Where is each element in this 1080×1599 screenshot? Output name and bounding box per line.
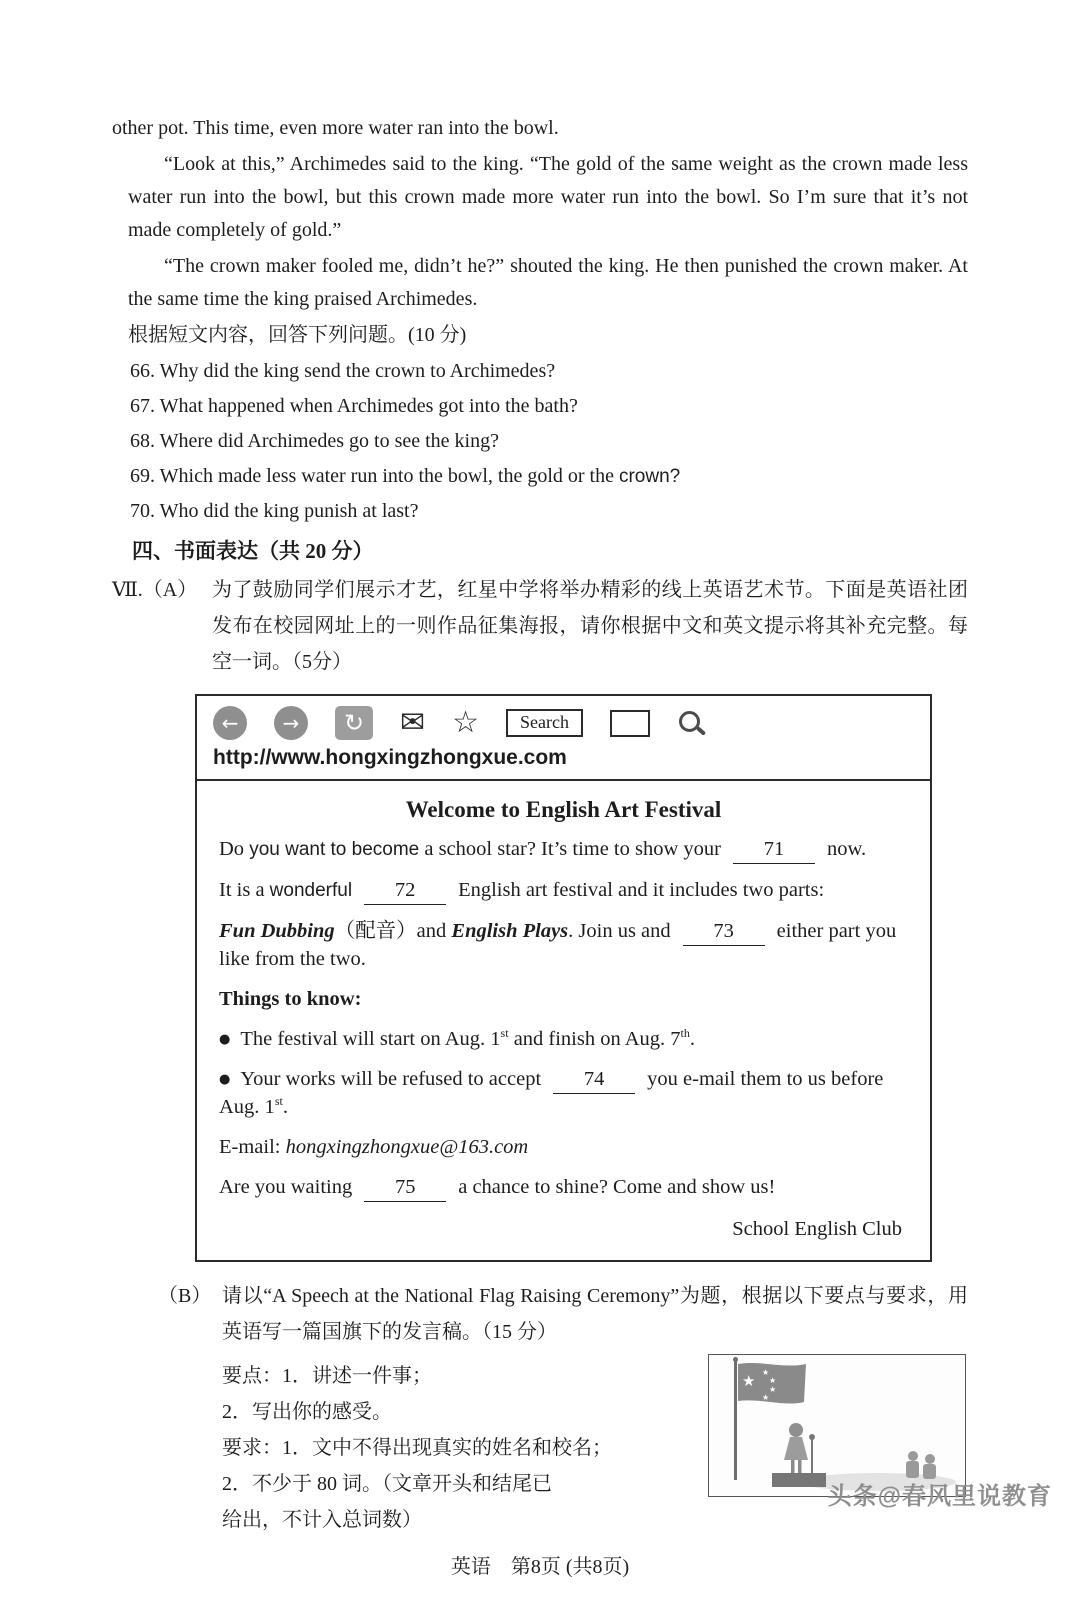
page-footer: 英语 第8页 (共8页) [450,1555,630,1578]
poster-l2-seg3: English art festival and it includes two parts: [458,879,825,902]
poster-line-2 [219,877,908,905]
poster-l2-seg1: It is a [219,879,270,902]
url-bar: http://www.hongxingzhongxue.com [197,744,930,781]
bullet1-seg3: . [689,1028,695,1051]
bullet2-seg2: you e-mail them to us before Aug. 1 [219,1068,884,1119]
question-66: 66. Why did the king send the crown to Archimedes? [130,360,556,382]
passage-line-1: other pot. This time, even more water ran into the bowl. [112,117,559,139]
page-content [112,112,968,1599]
svg-text:★: ★ [769,1375,777,1385]
bullet2-seg1: Your works will be refused to accept [240,1068,542,1091]
svg-text:★: ★ [762,1392,770,1402]
part-a-label: Ⅶ.（A） [112,579,198,601]
poster-line-3 [219,918,908,973]
poster-l1-seg3: a school star? It’s time to show your [419,838,721,860]
poster-l1-seg1: Do [219,838,250,860]
poster-email-line [219,1134,908,1161]
requirement-2-line-2: 给出，不计入总词数） [222,1508,422,1531]
svg-text:★: ★ [762,1367,770,1377]
poster-browser-frame [195,694,932,1262]
back-icon: ← [213,706,247,740]
bullet-icon: ● [219,1072,231,1088]
point-1: 要点：1．讲述一件事； [222,1364,432,1387]
things-to-know-heading: Things to know: [219,988,362,1011]
forward-icon: → [274,706,308,740]
question-69 [130,460,968,493]
email-label: E-mail: [219,1136,286,1159]
passage-para-3: “The crown maker fooled me, didn’t he?” shouted the king. He then punished the crown maker. At the same time the king praised Archimedes. [128,255,968,310]
question-69-text: 69. Which made less water run into the bowl, the gold or the [130,465,619,487]
english-plays-label: English Plays [451,920,569,943]
part-b-instructions: 请以“A Speech at the National Flag Raising Ceremony”为题，根据以下要点与要求，用英语写一篇国旗下的发言稿。（15 分） [222,1284,968,1343]
refresh-icon: ↻ [335,706,373,740]
question-69-crown: crown? [618,466,681,487]
question-68: 68. Where did Archimedes go to see the king? [130,430,499,452]
svg-text:★: ★ [742,1371,756,1390]
fun-dubbing-label: Fun Dubbing [219,920,335,943]
question-67: 67. What happened when Archimedes got into the bath? [130,395,578,417]
poster-l2-seg2: wonderful [269,880,353,902]
bullet-icon: ● [219,1032,231,1048]
poster-l3-seg5: either part you like from the two. [219,920,897,971]
blank-75: 75 [364,1174,446,1202]
requirement-1: 要求：1．文中不得出现真实的姓名和校名； [222,1436,612,1459]
search-button: Search [506,709,583,737]
point-2: 2．写出你的感受。 [222,1400,392,1423]
poster-l1-seg2: you want to become [249,839,420,860]
blank-73: 73 [683,918,765,946]
poster-signature: School English Club [732,1218,902,1241]
question-70: 70. Who did the king punish at last? [130,500,419,522]
star-icon: ☆ [452,705,480,740]
bullet1-seg1: The festival will start on Aug. 1 [240,1028,501,1051]
poster-l3-seg4: . Join us and [568,920,671,943]
poster-line-4 [219,1174,908,1202]
part-a [112,572,968,680]
bullet2-seg3: . [282,1096,288,1119]
blank-72: 72 [364,877,446,905]
blank-71: 71 [733,836,815,864]
bullet1-seg2: and finish on Aug. 7 [508,1028,681,1051]
part-b-label: （B） [158,1284,212,1307]
blank-74: 74 [553,1066,635,1094]
poster-l1-seg4: now. [827,838,867,860]
section-four-heading: 四、书面表达（共 20 分） [132,539,374,563]
address-box [610,710,650,737]
part-a-instructions: 为了鼓励同学们展示才艺，红星中学将举办精彩的线上英语艺术节。下面是英语社团发布在校园网址上的一则作品征集海报，请你根据中文和英文提示将其补充完整。每空一词。（5分） [212,579,968,673]
browser-toolbar [197,696,930,744]
questions-instruction: 根据短文内容，回答下列问题。(10 分) [128,324,467,346]
watermark: 头条@春风里说教育 [827,1483,1052,1510]
poster-l4-seg2: a chance to shine? Come and show us! [458,1176,776,1199]
poster-line-1 [219,836,908,864]
part-b [112,1278,968,1350]
poster-body [197,781,930,1260]
bullet1-sup1: st [500,1026,509,1041]
poster-bullet-2 [219,1066,908,1121]
svg-text:★: ★ [769,1384,777,1394]
poster-l4-seg1: Are you waiting [219,1176,353,1199]
poster-title: Welcome to English Art Festival [405,797,722,822]
bullet2-sup: st [274,1094,283,1109]
mail-icon: ✉ [400,705,426,740]
poster-bullet-1 [219,1026,908,1053]
passage-para-2: “Look at this,” Archimedes said to the king. “The gold of the same weight as the crown made less water run into the bowl, but this crown made more water run into the bowl. So I’m sure that it’s not made completely of gold.” [128,153,968,241]
bullet1-sup2: th [680,1026,690,1041]
requirement-2-line-1: 2．不少于 80 词。（文章开头和结尾已 [222,1472,552,1495]
magnifier-icon [677,709,705,737]
email-address: hongxingzhongxue@163.com [285,1136,529,1159]
poster-l3-seg2: （配音）and [334,920,452,943]
